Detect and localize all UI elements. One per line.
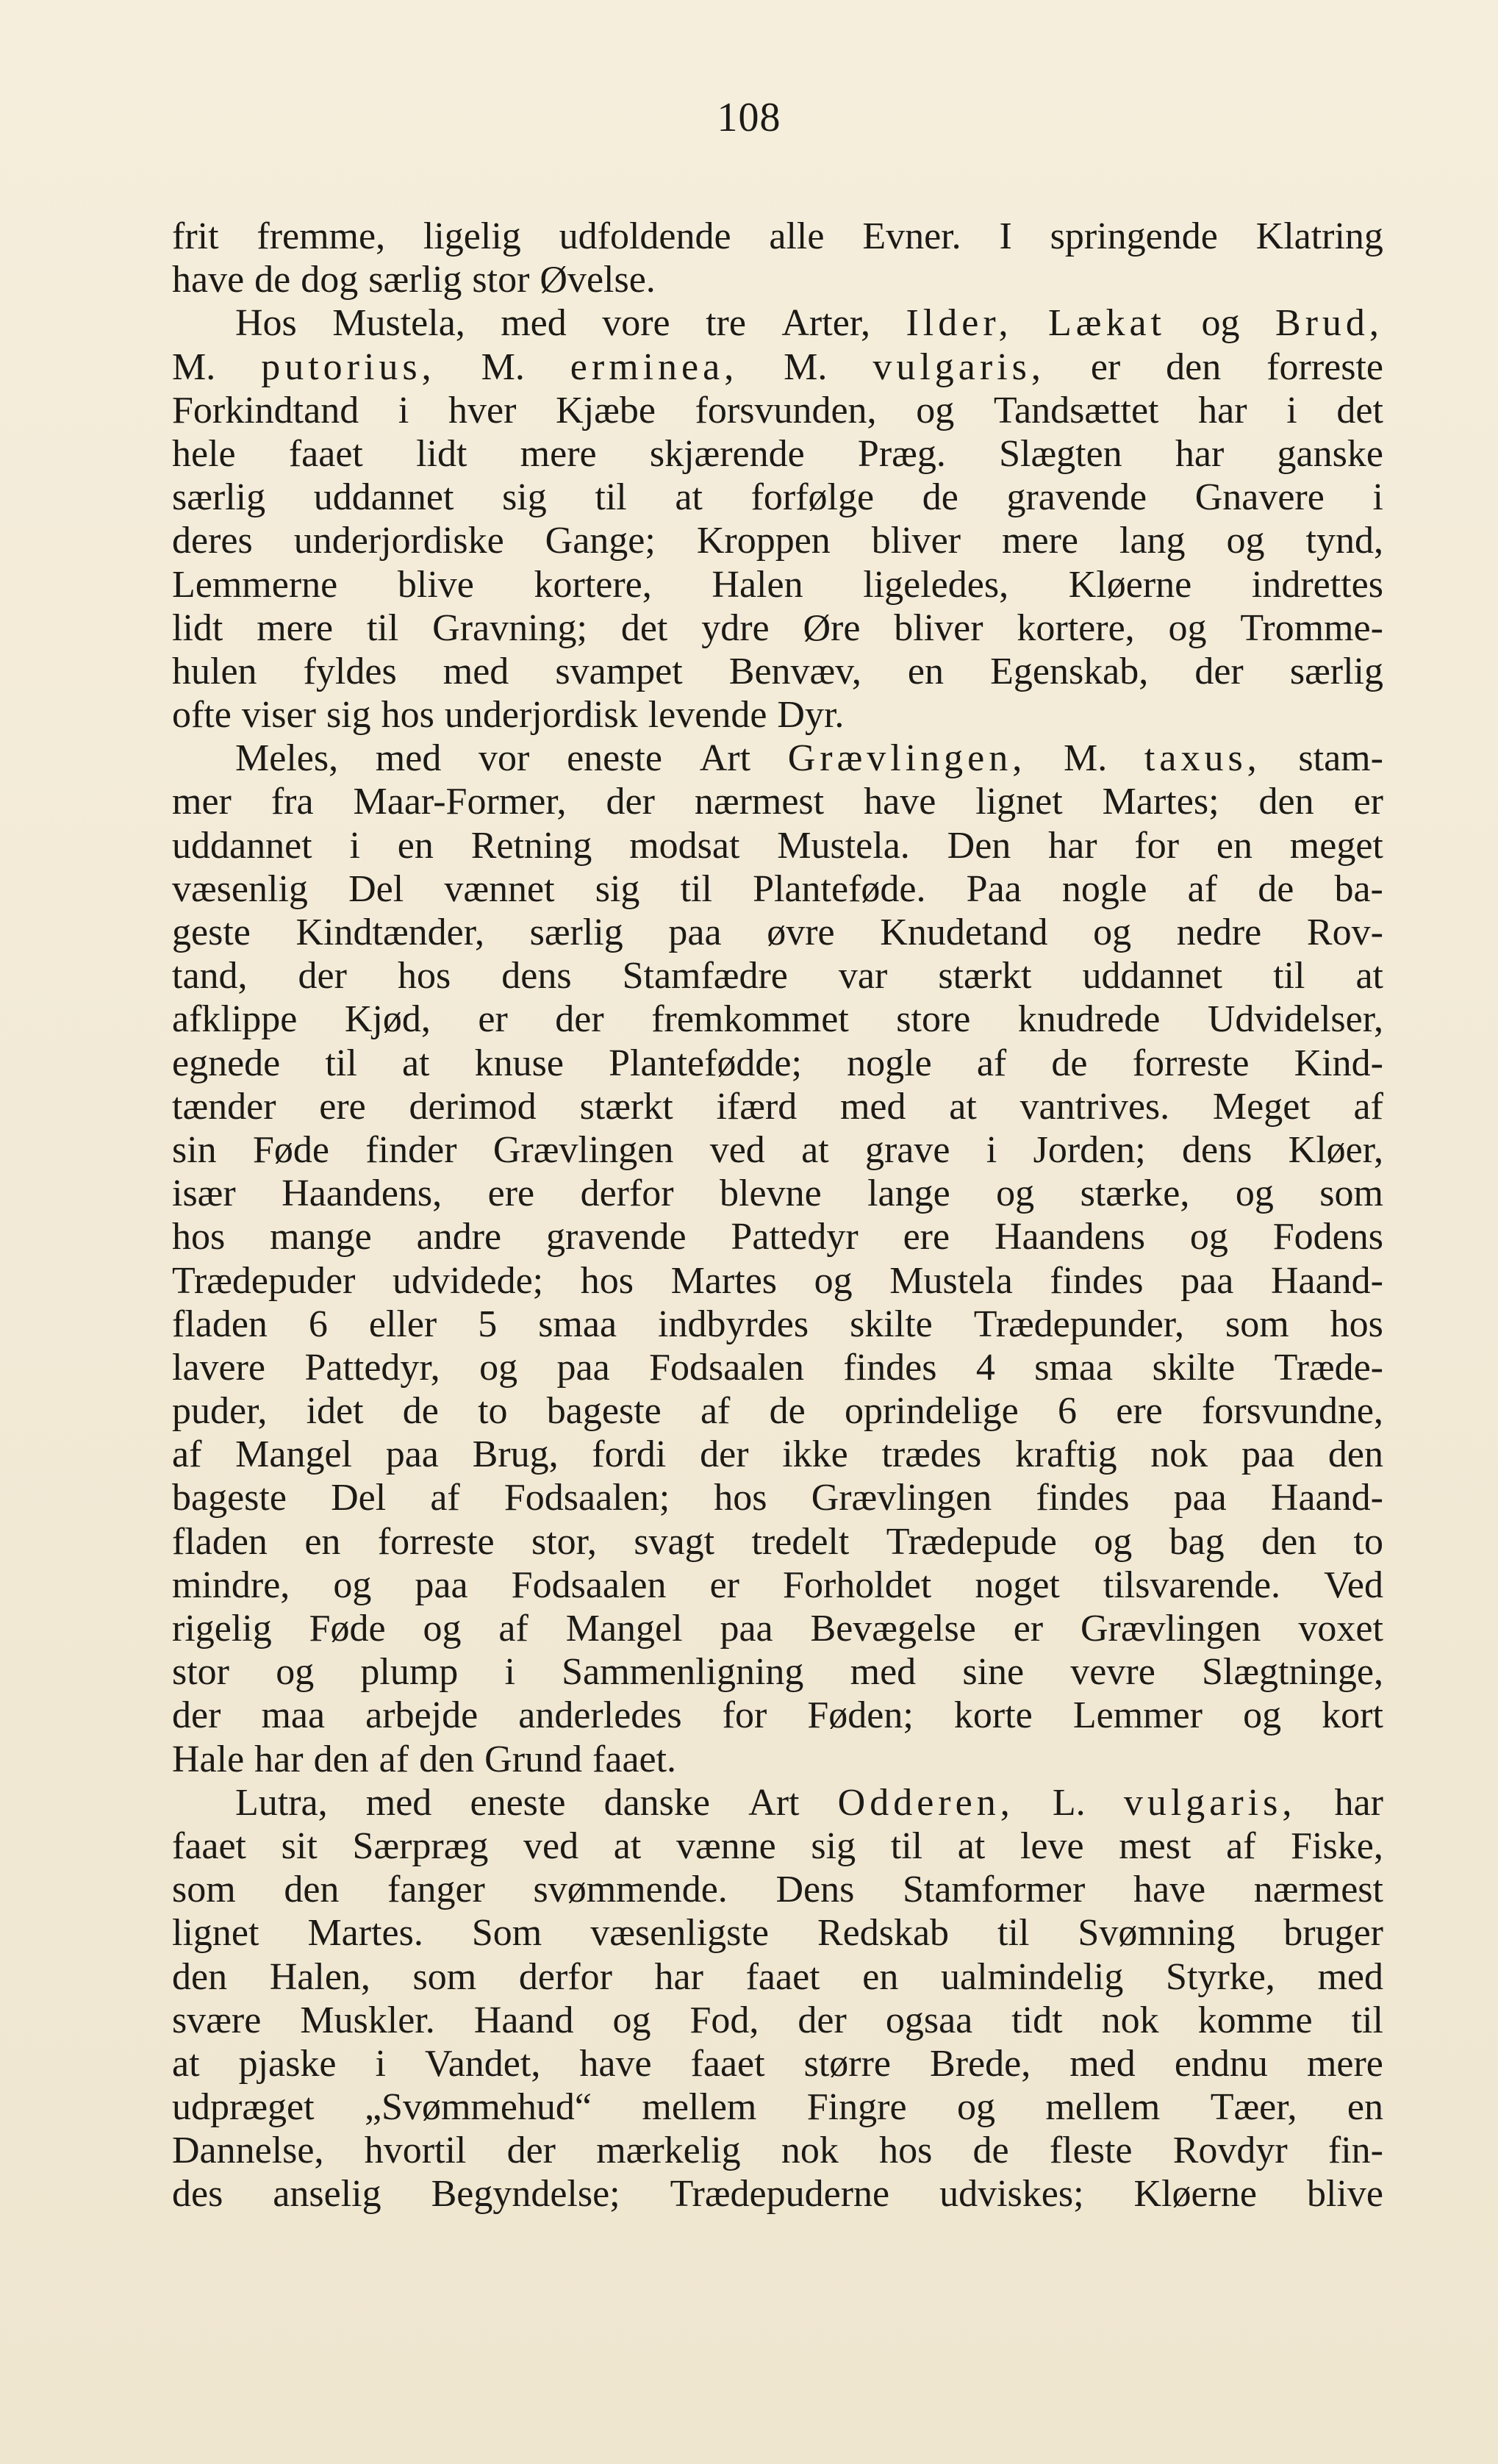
- text-line: tænder ere derimod stærkt ifærd med at vantrives. Meget af: [172, 1085, 1383, 1128]
- text-line: afklippe Kjød, er der fremkommet store knudrede Udvidelser,: [172, 998, 1383, 1041]
- text-line: Meles, med vor eneste Art Grævlingen, M. taxus, stam-: [235, 737, 1383, 780]
- text-line: mindre, og paa Fodsaalen er Forholdet noget tilsvarende. Ved: [172, 1564, 1383, 1606]
- text-line: Hale har den af den Grund faaet.: [172, 1738, 677, 1780]
- text-line: især Haandens, ere derfor blevne lange og stærke, og som: [172, 1172, 1383, 1215]
- text-line: M. putorius, M. erminea, M. vulgaris, er den forreste: [172, 345, 1383, 388]
- text-line: den Halen, som derfor har faaet en ualmindelig Styrke, med: [172, 1955, 1383, 1998]
- text-line: sin Føde finder Grævlingen ved at grave i Jorden; dens Kløer,: [172, 1128, 1383, 1171]
- text-line: egnede til at knuse Plantefødde; nogle af de forreste Kind-: [172, 1042, 1383, 1084]
- text-line: frit fremme, ligelig udfoldende alle Evner. I springende Klatring: [172, 215, 1383, 257]
- text-line: hele faaet lidt mere skjærende Præg. Slægten har ganske: [172, 432, 1383, 475]
- text-line: faaet sit Særpræg ved at vænne sig til at leve mest af Fiske,: [172, 1824, 1383, 1867]
- text-line: der maa arbejde anderledes for Føden; korte Lemmer og kort: [172, 1694, 1383, 1737]
- page-number: 108: [717, 95, 781, 140]
- text-line: Hos Mustela, med vore tre Arter, Ilder, Lækat og Brud,: [235, 302, 1383, 345]
- text-line: geste Kindtænder, særlig paa øvre Knudetand og nedre Rov-: [172, 912, 1383, 953]
- text-line: udpræget „Svømmehud“ mellem Fingre og mellem Tæer, en: [172, 2086, 1383, 2129]
- text-line: at pjaske i Vandet, have faaet større Brede, med endnu mere: [172, 2042, 1383, 2085]
- text-line: Trædepuder udvidede; hos Martes og Mustela findes paa Haand-: [172, 1259, 1383, 1302]
- text-line: hos mange andre gravende Pattedyr ere Haandens og Fodens: [172, 1216, 1383, 1258]
- text-line: ofte viser sig hos underjordisk levende Dyr.: [172, 694, 845, 737]
- text-line: deres underjordiske Gange; Kroppen bliver mere lang og tynd,: [172, 520, 1383, 562]
- text-line: fladen 6 eller 5 smaa indbyrdes skilte Trædepunder, som hos: [172, 1303, 1383, 1345]
- text-line: stor og plump i Sammenligning med sine vevre Slægtninge,: [172, 1651, 1383, 1694]
- text-line: mer fra Maar-Former, der nærmest have lignet Martes; den er: [172, 781, 1383, 823]
- text-line: svære Muskler. Haand og Fod, der ogsaa tidt nok komme til: [172, 1999, 1383, 2041]
- text-line: lignet Martes. Som væsenligste Redskab til Svømning bruger: [172, 1912, 1383, 1955]
- text-line: lavere Pattedyr, og paa Fodsaalen findes 4 smaa skilte Træde-: [172, 1346, 1383, 1389]
- text-line: fladen en forreste stor, svagt tredelt Trædepude og bag den to: [172, 1520, 1383, 1563]
- text-line: hulen fyldes med svampet Benvæv, en Egenskab, der særlig: [172, 650, 1383, 692]
- text-line: som den fanger svømmende. Dens Stamformer have nærmest: [172, 1869, 1383, 1911]
- text-line: særlig uddannet sig til at forfølge de gravende Gnavere i: [172, 476, 1383, 519]
- text-line: des anselig Begyndelse; Trædepuderne udviskes; Kløerne blive: [172, 2173, 1383, 2216]
- text-line: lidt mere til Gravning; det ydre Øre bliver kortere, og Tromme-: [172, 606, 1383, 649]
- text-line: Dannelse, hvortil der mærkelig nok hos de fleste Rovdyr fin-: [172, 2130, 1383, 2172]
- text-line: Lemmerne blive kortere, Halen ligeledes, Kløerne indrettes: [172, 563, 1383, 606]
- text-line: puder, idet de to bageste af de oprindelige 6 ere forsvundne,: [172, 1390, 1383, 1433]
- body-text: [172, 215, 1383, 2216]
- text-line: bageste Del af Fodsaalen; hos Grævlingen findes paa Haand-: [172, 1477, 1383, 1519]
- text-line: have de dog særlig stor Øvelse.: [172, 259, 656, 301]
- text-line: uddannet i en Retning modsat Mustela. Den har for en meget: [172, 824, 1383, 867]
- text-line: rigelig Føde og af Mangel paa Bevægelse er Grævlingen voxet: [172, 1608, 1383, 1650]
- text-line: af Mangel paa Brug, fordi der ikke trædes kraftig nok paa den: [172, 1433, 1383, 1476]
- text-line: Forkindtand i hver Kjæbe forsvunden, og Tandsættet har i det: [172, 389, 1383, 431]
- text-line: væsenlig Del vænnet sig til Planteføde. Paa nogle af de ba-: [172, 867, 1383, 910]
- text-line: Lutra, med eneste danske Art Odderen, L. vulgaris, har: [235, 1781, 1383, 1824]
- text-line: tand, der hos dens Stamfædre var stærkt uddannet til at: [172, 955, 1383, 998]
